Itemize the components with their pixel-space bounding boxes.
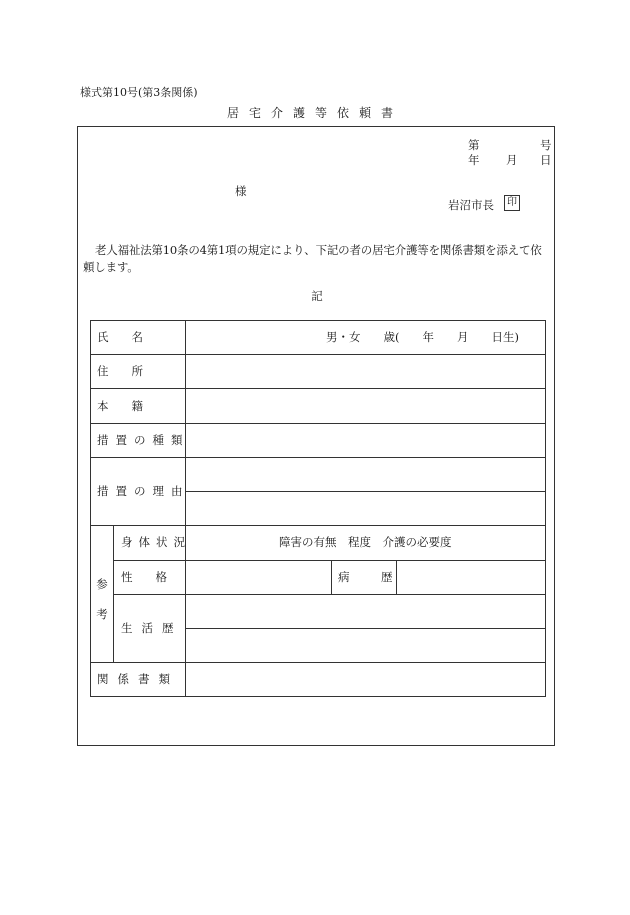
day-label: 日 — [540, 153, 552, 167]
ki-heading: 記 — [311, 289, 323, 303]
physical-condition-field: 障害の有無 程度 介護の必要度 — [279, 535, 452, 549]
domicile-label: 本 籍 — [97, 399, 143, 413]
medical-history-label: 病 歴 — [338, 570, 403, 584]
form-frame — [77, 126, 555, 746]
measure-reason-label: 措置の理由 — [97, 484, 190, 498]
body-paragraph: 老人福祉法第10条の4第1項の規定により、下記の者の居宅介護等を関係書類を添えて依頼します。 — [83, 243, 542, 274]
name-label: 氏 名 — [97, 330, 143, 344]
document-title: 居宅介護等依頼書 — [226, 106, 403, 120]
measure-type-label: 措置の種類 — [97, 433, 190, 447]
name-sex-age-field: 男・女 歳( 年 月 日生) — [326, 330, 519, 344]
request-table — [90, 320, 545, 696]
physical-condition-label: 身体状況 — [121, 535, 191, 549]
addressee-suffix: 様 — [235, 184, 247, 198]
reference-label: 参考 — [96, 577, 108, 621]
number-prefix: 第 — [468, 138, 480, 152]
year-label: 年 — [468, 153, 480, 167]
form-number-label: 様式第10号(第3条関係) — [80, 86, 198, 99]
character-label: 性 格 — [121, 570, 167, 584]
address-label: 住 所 — [97, 364, 143, 378]
issuer-name: 岩沼市長 — [448, 198, 494, 212]
month-label: 月 — [506, 153, 518, 167]
seal-stamp: 印 — [504, 195, 520, 211]
life-history-label: 生活歴 — [121, 621, 183, 635]
number-suffix: 号 — [540, 138, 552, 152]
related-documents-label: 関係書類 — [97, 672, 179, 686]
